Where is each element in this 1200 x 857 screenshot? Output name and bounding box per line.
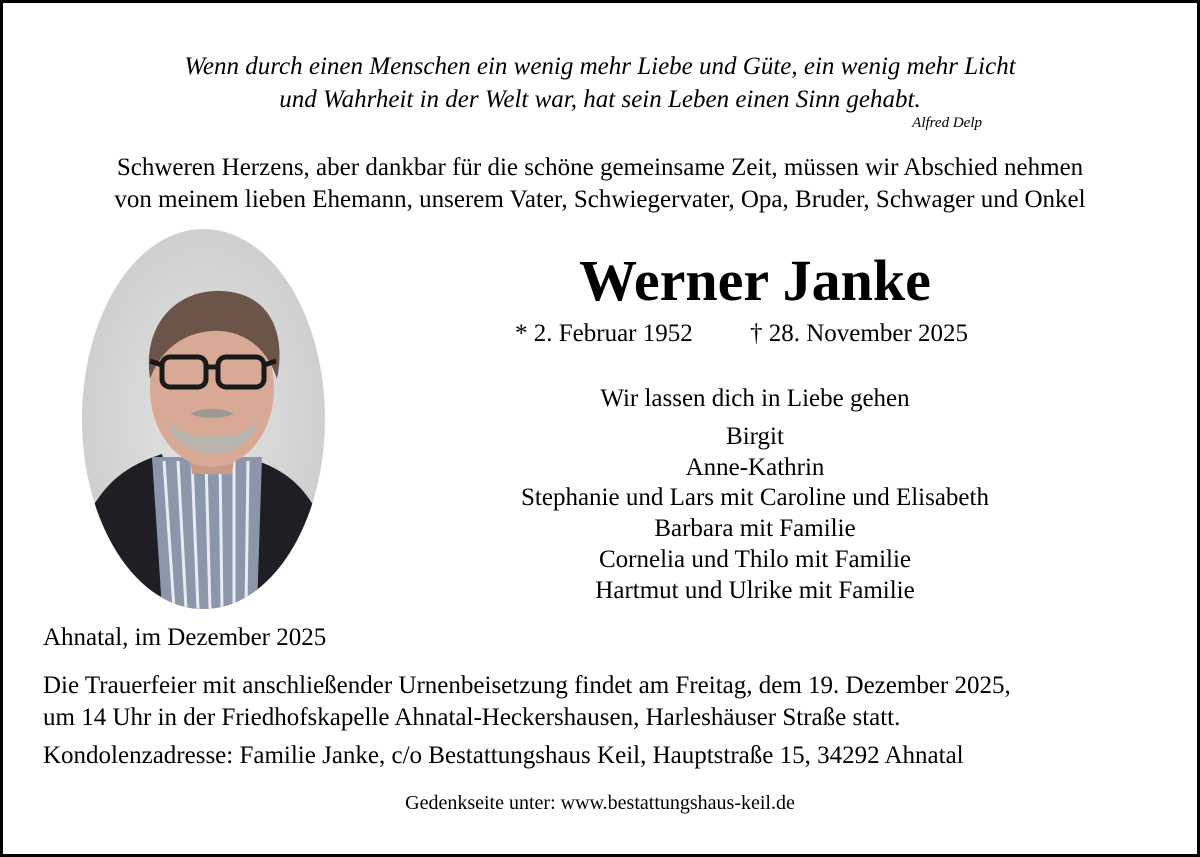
condolence-address: Kondolenzadresse: Familie Janke, c/o Bestattungshaus Keil, Hauptstraße 15, 34292 Ahnatal bbox=[43, 742, 964, 769]
family-member: Barbara mit Familie bbox=[654, 515, 856, 543]
family-member: Anne-Kathrin bbox=[685, 453, 825, 481]
family-member: Cornelia und Thilo mit Familie bbox=[598, 545, 911, 573]
service-info bbox=[43, 670, 1011, 734]
quote-line: und Wahrheit in der Welt war, hat sein Leben einen Sinn gehabt. bbox=[279, 86, 921, 113]
intro-text bbox=[0, 152, 1200, 216]
family-member: Stephanie und Lars mit Caroline und Elisabeth bbox=[521, 484, 989, 512]
deceased-name: Werner Janke bbox=[579, 248, 931, 313]
memorial-page-link[interactable]: Gedenkseite unter: www.bestattungshaus-keil.de bbox=[405, 792, 795, 814]
quote bbox=[0, 50, 1200, 116]
service-line: um 14 Uhr in der Friedhofskapelle Ahnatal-Heckershausen, Harleshäuser Straße statt. bbox=[43, 704, 901, 731]
portrait-photo bbox=[82, 229, 325, 609]
family-heading: Wir lassen dich in Liebe gehen bbox=[600, 385, 910, 412]
quote-author: Alfred Delp bbox=[912, 115, 982, 131]
service-line: Die Trauerfeier mit anschließender Urnenbeisetzung findet am Freitag, dem 19. Dezember 2025, bbox=[43, 672, 1011, 699]
intro-line: Schweren Herzens, aber dankbar für die schöne gemeinsame Zeit, müssen wir Abschied nehmen bbox=[116, 154, 1084, 181]
family-member: Birgit bbox=[726, 423, 784, 450]
quote-line: Wenn durch einen Menschen ein wenig mehr Liebe und Güte, ein wenig mehr Licht bbox=[184, 53, 1016, 80]
birth-date: * 2. Februar 1952 bbox=[515, 320, 693, 347]
place-date: Ahnatal, im Dezember 2025 bbox=[43, 624, 327, 651]
portrait-illustration bbox=[82, 229, 325, 609]
family-member: Hartmut und Ulrike mit Familie bbox=[595, 576, 915, 604]
death-date: † 28. November 2025 bbox=[750, 320, 969, 347]
intro-line: von meinem lieben Ehemann, unserem Vater, Schwiegervater, Opa, Bruder, Schwager und Onkel bbox=[114, 186, 1086, 213]
family-signatures bbox=[460, 383, 1050, 606]
